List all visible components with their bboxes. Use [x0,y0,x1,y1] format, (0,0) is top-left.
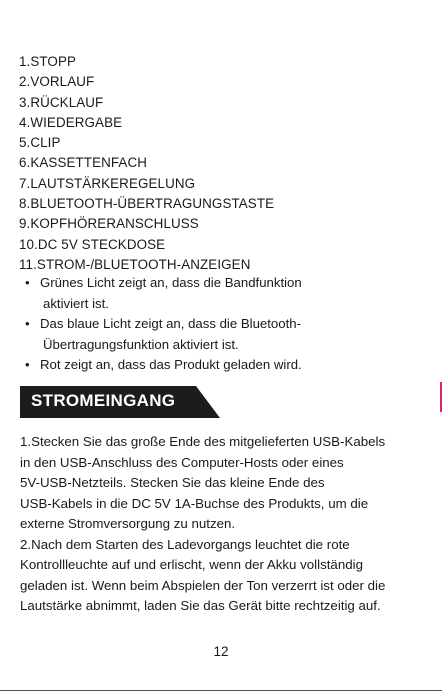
bullet-icon: • [25,316,30,331]
section-title: STROMEINGANG [31,391,176,410]
indicator-text-cont: aktiviert ist. [43,295,109,311]
part-item: 1.STOPP [19,54,77,69]
bullet-icon: • [25,357,30,372]
indicator-text: Rot zeigt an, dass das Produkt geladen wird. [40,357,302,372]
instruction-line: 1.Stecken Sie das große Ende des mitgelieferten USB-Kabels [20,434,386,449]
part-item: 3.RÜCKLAUF [19,94,104,110]
indicator-text-cont: Übertragungsfunktion aktiviert ist. [43,336,239,352]
indicator-item-blue [23,314,423,355]
part-item: 2.VORLAUF [19,74,95,90]
instruction-line: Lautstärke abnimmt, laden Sie das Gerät bitte rechtzeitig auf. [20,598,381,613]
section-banner [20,386,220,418]
part-item: 6.KASSETTENFACH [19,155,147,171]
indicator-list [23,273,423,376]
instruction-line: externe Stromversorgung zu nutzen. [20,516,236,531]
bottom-divider [0,690,442,691]
part-item: 9.KOPFHÖRERANSCHLUSS [19,216,199,232]
page-number: 12 [213,644,229,659]
indicator-text: Grünes Licht zeigt an, dass die Bandfunktion [40,275,302,290]
indicator-item-green [23,273,423,314]
indicator-text: Das blaue Licht zeigt an, dass die Bluetooth- [40,316,301,331]
part-item: 10.DC 5V STECKDOSE [19,236,166,252]
parts-list [19,52,429,275]
part-item: 4.WIEDERGABE [19,114,123,130]
instruction-line: USB-Kabels in die DC 5V 1A-Buchse des Produkts, um die [20,495,369,511]
part-item: 5.CLIP [19,135,61,151]
instruction-line: 5V-USB-Netzteils. Stecken Sie das kleine Ende des [20,475,325,490]
part-item: 11.STROM-/BLUETOOTH-ANZEIGEN [19,256,251,272]
instruction-line: 2.Nach dem Starten des Ladevorgangs leuchtet die rote [20,536,350,552]
part-item: 8.BLUETOOTH-ÜBERTRAGUNGSTASTE [19,196,275,212]
instruction-line: geladen ist. Wenn beim Abspielen der Ton verzerrt ist oder die [20,577,386,593]
instruction-line: Kontrollleuchte auf und erlischt, wenn der Akku vollständig [20,557,363,572]
instructions-paragraph [20,432,424,617]
part-item: 7.LAUTSTÄRKEREGELUNG [19,175,196,191]
indicator-item-red [23,355,423,376]
bullet-icon: • [25,275,30,290]
instruction-line: in den USB-Anschluss des Computer-Hosts oder eines [20,454,344,470]
